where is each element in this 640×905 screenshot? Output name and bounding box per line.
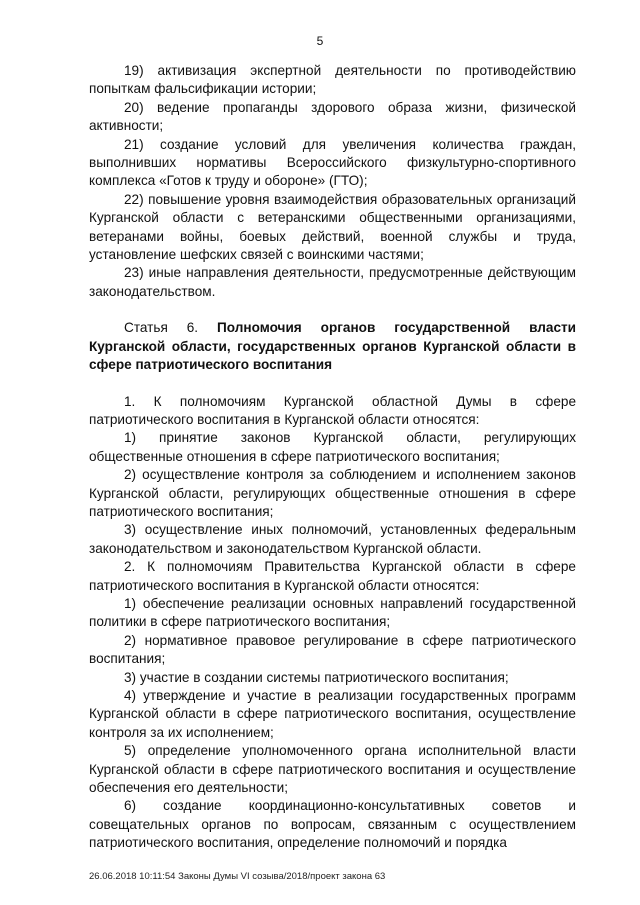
article-label: Статья 6. xyxy=(124,320,199,336)
list-item: 3) осуществление иных полномочий, установленных федеральным законодательством и законодательством Курганской области. xyxy=(89,522,576,556)
paragraph: 1. К полномочиям Курганской областной Думы в сфере патриотического воспитания в Курганской области относятся: xyxy=(89,393,576,427)
document-body xyxy=(89,62,576,853)
list-item: 23) иные направления деятельности, предусмотренные действующим законодательством. xyxy=(89,265,576,299)
list-item: 21) создание условий для увеличения количества граждан, выполнивших нормативы Всероссийского физкультурно-спортивного комплекса «Готов к труду и обороне» (ГТО); xyxy=(89,136,576,189)
paragraph: 2. К полномочиям Правительства Курганской области в сфере патриотического воспитания в Курганской области относятся: xyxy=(89,559,576,593)
list-item: 6) создание координационно-консультативных советов и совещательных органов по вопросам, связанным с осуществлением патриотического воспитания, определение полномочий и порядка xyxy=(89,798,576,851)
list-item: 1) обеспечение реализации основных направлений государственной политики в сфере патриотического воспитания; xyxy=(89,595,576,630)
list-item: 22) повышение уровня взаимодействия образовательных организаций Курганской области с ветеранскими общественными организациями, ветеранами войны, боевых действий, военной службы и труда, установление шефских связей с воинскими частями; xyxy=(89,191,576,263)
list-item: 4) утверждение и участие в реализации государственных программ Курганской области в сфере патриотического воспитания, осуществление контроля за их исполнением; xyxy=(89,688,576,740)
page-number: 5 xyxy=(316,34,324,48)
article-heading xyxy=(89,319,576,374)
document-footer: 26.06.2018 10:11:54 Законы Думы VI созыва/2018/проект закона 63 xyxy=(89,871,386,882)
article-title: Полномочия органов государственной власти Курганской области, государственных органов Курганской области в сфере патриотического воспитания xyxy=(89,320,577,373)
list-item: 3) участие в создании системы патриотического воспитания; xyxy=(124,669,509,685)
list-item: 5) определение уполномоченного органа исполнительной власти Курганской области в сфере патриотического воспитания и осуществление обеспечения его деятельности; xyxy=(89,743,576,796)
list-item: 20) ведение пропаганды здорового образа жизни, физической активности; xyxy=(89,99,576,134)
list-item: 19) активизация экспертной деятельности по противодействию попыткам фальсификации истории; xyxy=(89,63,576,97)
list-item: 2) нормативное правовое регулирование в сфере патриотического воспитания; xyxy=(89,632,576,667)
list-item: 1) принятие законов Курганской области, регулирующих общественные отношения в сфере патриотического воспитания; xyxy=(89,430,576,464)
list-item: 2) осуществление контроля за соблюдением и исполнением законов Курганской области, регулирующих общественные отношения в сфере патриотического воспитания; xyxy=(89,467,576,519)
